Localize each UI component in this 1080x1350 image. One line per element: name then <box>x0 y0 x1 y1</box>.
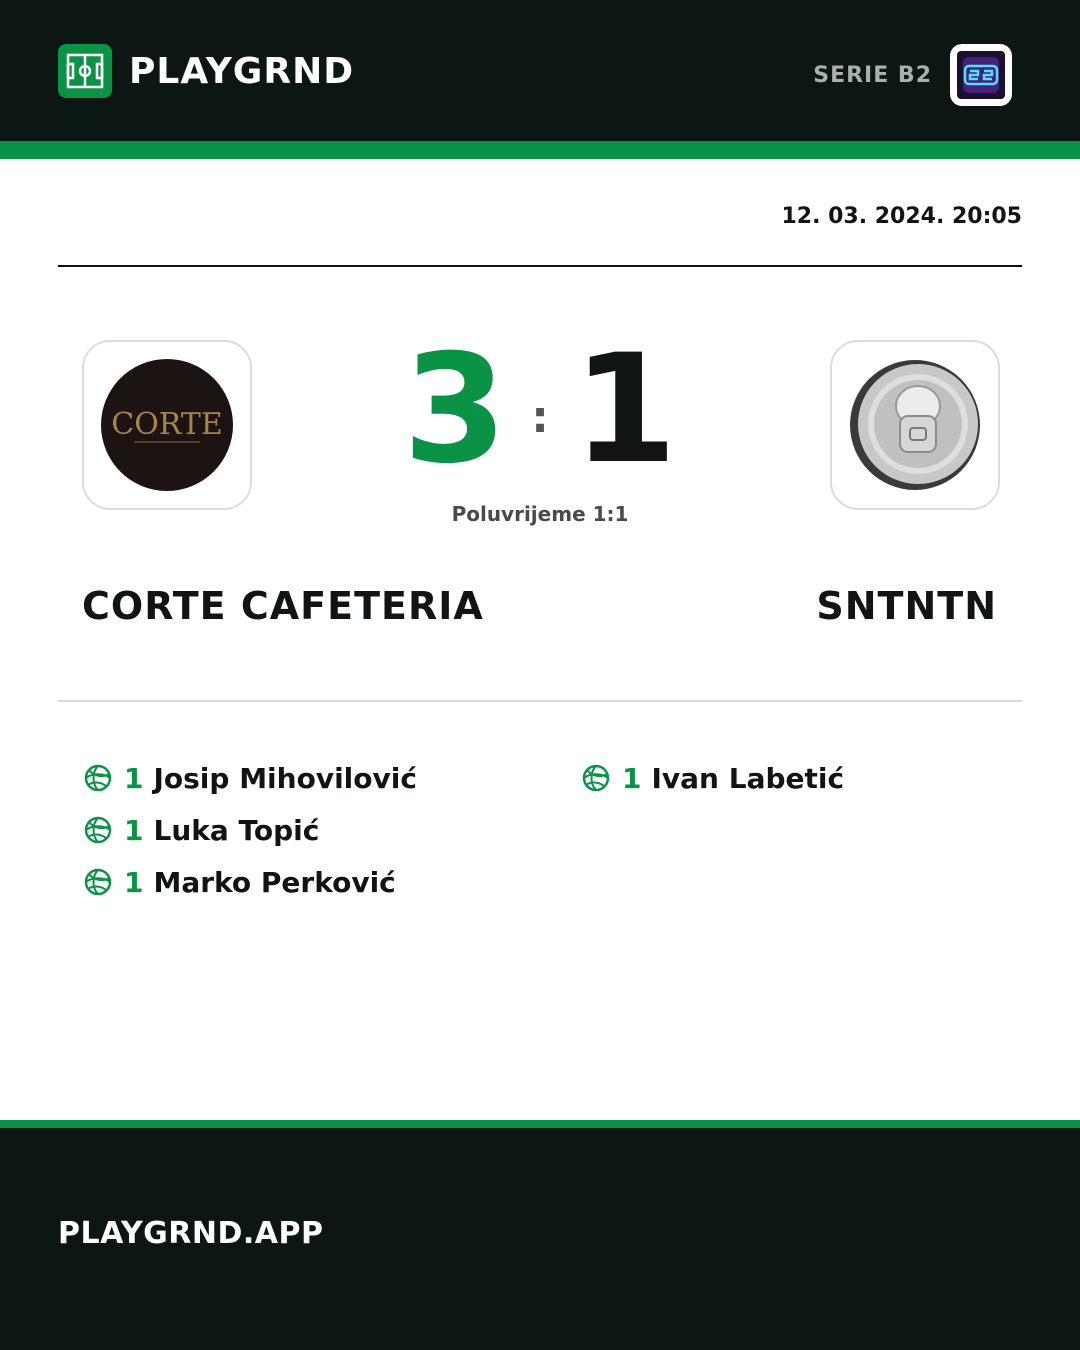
football-icon <box>84 815 114 845</box>
b2-league-badge-icon <box>950 44 1012 106</box>
score-separator: : <box>531 391 549 443</box>
footer-url-link[interactable]: PLAYGRND.APP <box>58 1216 324 1251</box>
brand-name: PLAYGRND <box>129 50 355 92</box>
match-datetime: 12. 03. 2024. 20:05 <box>781 204 1022 229</box>
halftime-score: Poluvrijeme 1:1 <box>451 502 629 526</box>
player-name: Ivan Labetić <box>651 761 845 795</box>
home-team-logo[interactable] <box>82 340 252 510</box>
football-icon <box>582 763 612 793</box>
away-scorers-list <box>582 752 844 804</box>
goal-count: 1 <box>124 813 144 847</box>
player-name: Josip Mihovilović <box>153 761 417 795</box>
header-stripe <box>0 141 1080 159</box>
player-name: Luka Topić <box>153 813 320 847</box>
football-icon <box>84 763 114 793</box>
divider <box>58 700 1022 702</box>
away-team-name: SNTNTN <box>816 584 997 628</box>
corte-logo-icon <box>100 358 234 492</box>
goal-count: 1 <box>124 865 144 899</box>
can-lid-icon <box>848 358 982 492</box>
pitch-icon <box>58 44 112 98</box>
goal-count: 1 <box>124 761 144 795</box>
brand[interactable] <box>58 44 354 98</box>
scorer-item <box>84 752 417 804</box>
scorer-item <box>582 752 844 804</box>
footer-stripe <box>0 1120 1080 1128</box>
player-name: Marko Perković <box>153 865 396 899</box>
away-team-logo[interactable] <box>830 340 1000 510</box>
goal-count: 1 <box>622 761 642 795</box>
league-name: SERIE B2 <box>813 62 932 88</box>
home-score: 3 <box>402 323 508 497</box>
divider <box>58 265 1022 267</box>
scorer-item <box>84 804 417 856</box>
league-info <box>813 44 1012 106</box>
svg-text:CORTE: CORTE <box>111 407 223 442</box>
scorer-item <box>84 856 417 908</box>
football-icon <box>84 867 114 897</box>
scoreboard <box>340 323 740 497</box>
home-scorers-list <box>84 752 417 908</box>
home-team-name: CORTE CAFETERIA <box>82 584 484 628</box>
away-score: 1 <box>572 323 678 497</box>
